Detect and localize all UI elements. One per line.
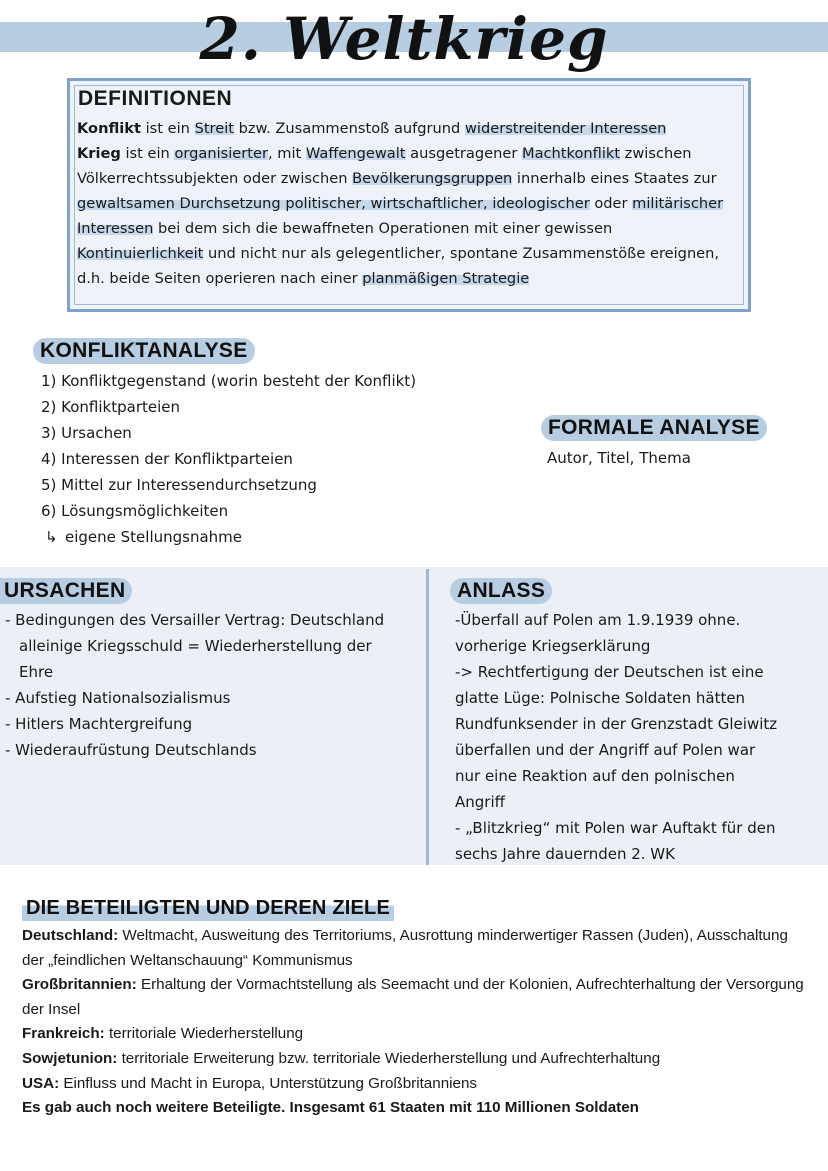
list-item: Rundfunksender in der Grenzstadt Gleiwitz [455,715,778,733]
country-goals: territoriale Wiederherstellung [108,1025,304,1043]
highlight: Streit [194,120,234,137]
list-item-sub [41,524,511,550]
list-item: Angriff [455,793,505,811]
page-title: 2. Weltkrieg [199,5,609,73]
list-item [22,1047,812,1072]
list-item: - Aufstieg Nationalsozialismus [5,689,231,707]
list-item: sechs Jahre dauernden 2. WK [455,845,675,863]
term-krieg: Krieg [77,145,121,162]
beteiligte-list [22,924,812,1121]
formale-analyse-heading: FORMALE ANALYSE [541,415,767,441]
sub-item-text: eigene Stellungsnahme [65,528,243,546]
list-item: -> Rechtfertigung der Deutschen ist eine [455,663,764,681]
country-goals: Erhaltung der Vormachtstellung als Seemacht und der Kolonien, Aufrechterhaltung der Versorgung der Insel [22,976,804,1018]
definitions-box [67,78,751,312]
country-label: Deutschland [22,927,114,944]
country-label: Großbritannien [22,976,132,994]
list-item: 3) Ursachen [41,424,132,442]
country-label: USA [22,1074,55,1092]
list-item: - Wiederaufrüstung Deutschlands [5,741,257,759]
list-item [22,973,812,1022]
list-item: -Überfall auf Polen am 1.9.1939 ohne. [455,611,741,629]
text-span: oder [589,195,633,212]
highlight: widerstreitender Interessen [464,120,667,137]
country-goals: territoriale Erweiterung bzw. territoriale Wiederherstellung und Aufrechterhaltung [121,1049,661,1067]
list-item: 5) Mittel zur Interessendurchsetzung [41,476,317,494]
highlight: Bevölkerungsgruppen [352,170,513,187]
list-item: 6) Lösungsmöglichkeiten [41,502,229,520]
country-goals: Einfluss und Macht in Europa, Unterstützung Großbritanniens [63,1074,478,1092]
country-label: Sowjetunion [22,1049,113,1067]
text-span: ist ein [120,145,175,162]
highlight: militärischer Interessen [77,195,724,237]
ursachen-list [5,607,423,763]
text-span: bzw. Zusammenstoß aufgrund [233,120,465,137]
anlass-list [455,607,827,867]
term-konflikt: Konflikt [77,120,141,137]
text-span: ausgetragener [405,145,522,162]
beteiligte-heading: DIE BETEILIGTEN UND DEREN ZIELE [22,895,394,921]
list-item: 4) Interessen der Konfliktparteien [41,450,293,468]
definitions-text [77,116,742,291]
separator: : [99,1025,109,1043]
text-span: bei dem sich die bewaffneten Operationen mit einer gewissen [153,220,613,237]
country-label: Frankreich [22,1025,100,1043]
list-item: überfallen und der Angriff auf Polen war [455,741,756,759]
formale-analyse-text: Autor, Titel, Thema [547,449,691,467]
text-span: innerhalb eines Staates zur [512,170,717,187]
list-item: - „Blitzkrieg“ mit Polen war Auftakt für den [455,819,776,837]
highlight: Kontinuierlichkeit [77,245,204,262]
return-arrow-icon: ↳ [45,528,58,546]
separator: : [113,927,123,944]
ursachen-heading: URSACHEN [0,578,132,604]
list-item: 1) Konfliktgegenstand (worin besteht der Konflikt) [41,372,417,390]
highlight: organisierter [174,145,268,162]
text-span: zwischen Völkerrechtssubjekten oder zwischen [77,145,692,187]
text-span: , mit [267,145,306,162]
column-divider [426,569,429,865]
highlight: planmäßigen Strategie [362,270,530,287]
konfliktanalyse-list [41,368,511,550]
definition-krieg [77,141,742,291]
list-item: nur eine Reaktion auf den polnischen [455,767,735,785]
separator: : [54,1074,64,1092]
konfliktanalyse-heading: KONFLIKTANALYSE [33,338,255,364]
country-goals: Weltmacht, Ausweitung des Territoriums, Ausrottung minderwertiger Rassen (Juden), Ausschaltung der „feindlichen Weltanschauung“ Kommunismus [22,927,788,969]
separator: : [112,1049,122,1067]
text-span: ist ein [140,120,195,137]
list-item: 2) Konfliktparteien [41,398,181,416]
list-item [22,1072,812,1097]
separator: : [131,976,141,994]
highlight: gewaltsamen Durchsetzung politischer, wirtschaftlicher, ideologischer [77,195,590,212]
list-item: glatte Lüge: Polnische Soldaten hätten [455,689,746,707]
list-item: vorherige Kriegserklärung [455,637,651,655]
list-item [22,1022,812,1047]
anlass-heading: ANLASS [450,578,552,604]
list-item [22,924,812,973]
text-span: und nicht nur als gelegentlicher, spontane Zusammenstöße ereignen, d.h. beide Seiten operieren nach einer [77,245,720,287]
closing-note: Es gab auch noch weitere Beteiligte. Insgesamt 61 Staaten mit 110 Millionen Soldaten [22,1099,639,1117]
definition-konflikt [77,116,742,141]
highlight: Waffengewalt [305,145,406,162]
highlight: Machtkonflikt [521,145,621,162]
list-item: Ehre [19,663,54,681]
definitions-heading: DEFINITIONEN [78,87,233,110]
list-item: alleinige Kriegsschuld = Wiederherstellung der [19,637,372,655]
list-item: - Bedingungen des Versailler Vertrag: Deutschland [5,611,385,629]
list-item: - Hitlers Machtergreifung [5,715,193,733]
